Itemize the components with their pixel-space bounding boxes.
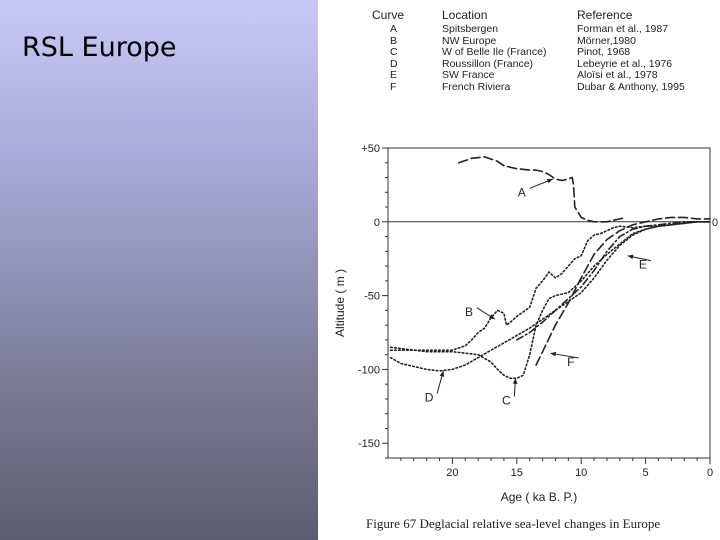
figure-caption: Figure 67 Deglacial relative sea-level changes in Europe bbox=[366, 516, 661, 531]
legend-reference: Lebeyrie et al., 1976 bbox=[577, 57, 673, 70]
annotation-label-c: C bbox=[502, 393, 511, 408]
annotation-label-e: E bbox=[638, 257, 647, 272]
annotation-label-a: A bbox=[517, 185, 526, 200]
legend-header-curve: Curve bbox=[372, 8, 405, 22]
x-tick-label: 15 bbox=[510, 467, 523, 479]
annotation-arrowhead-c bbox=[513, 378, 518, 384]
x-tick-label: 20 bbox=[446, 467, 459, 479]
legend-curve-id: C bbox=[390, 46, 398, 58]
series-line-c bbox=[391, 222, 710, 378]
slide-title: RSL Europe bbox=[22, 32, 177, 63]
annotation-label-b: B bbox=[465, 304, 474, 319]
y-tick-label: -150 bbox=[357, 438, 380, 451]
legend-curve-id: E bbox=[390, 69, 398, 81]
annotation-arrowhead-d bbox=[440, 371, 445, 377]
annotation-arrowhead-f bbox=[550, 352, 556, 357]
legend-row bbox=[372, 24, 712, 36]
x-tick-label: 5 bbox=[642, 467, 649, 479]
legend-location: French Riviera bbox=[442, 80, 511, 93]
sea-level-chart bbox=[318, 130, 720, 510]
series-line-a bbox=[459, 157, 627, 222]
y-tick-label: 0 bbox=[373, 216, 380, 229]
y-tick-label: -100 bbox=[357, 364, 380, 377]
legend-curve-id: A bbox=[390, 23, 398, 35]
legend-reference: Forman et al., 1987 bbox=[577, 23, 669, 35]
legend-table bbox=[372, 8, 712, 93]
legend-location: NW Europe bbox=[442, 34, 497, 47]
legend-location: SW France bbox=[442, 69, 495, 81]
slide-left-panel bbox=[0, 0, 318, 540]
legend-row bbox=[372, 59, 712, 71]
right-zero-label: 0 bbox=[712, 216, 719, 229]
legend-reference: Pinot, 1968 bbox=[577, 46, 631, 58]
legend-curve-id: F bbox=[390, 80, 397, 93]
legend-header-reference: Reference bbox=[577, 8, 633, 22]
y-tick-label: -50 bbox=[364, 290, 380, 303]
legend-header-row bbox=[372, 8, 712, 22]
x-tick-label: 0 bbox=[706, 467, 714, 479]
series-line-f bbox=[536, 217, 710, 365]
legend-reference: Aloïsi et al., 1978 bbox=[577, 69, 658, 81]
legend-row bbox=[372, 47, 712, 59]
series-line-b bbox=[391, 222, 710, 350]
y-axis-title: Altitude ( m ) bbox=[333, 268, 347, 338]
y-tick-label: +50 bbox=[361, 143, 380, 155]
legend-row bbox=[372, 70, 712, 82]
legend-header-location: Location bbox=[442, 8, 488, 22]
x-tick-label: 10 bbox=[575, 467, 588, 479]
legend-row bbox=[372, 82, 712, 94]
annotation-label-d: D bbox=[424, 390, 434, 405]
legend-location: Spitsbergen bbox=[442, 23, 499, 35]
annotation-label-f: F bbox=[567, 355, 575, 370]
annotation-arrowhead-a bbox=[547, 179, 553, 183]
series-line-e bbox=[517, 222, 710, 340]
legend-curve-id: B bbox=[390, 34, 398, 47]
legend-reference: Dubar & Anthony, 1995 bbox=[577, 80, 685, 93]
legend-location: Roussillon (France) bbox=[442, 57, 534, 70]
legend-location: W of Belle Ile (France) bbox=[442, 46, 547, 58]
plot-frame bbox=[388, 148, 710, 458]
series-line-d bbox=[391, 222, 710, 371]
annotation-arrowhead-e bbox=[628, 255, 634, 260]
legend-reference: Mörner,1980 bbox=[577, 34, 636, 47]
legend-curve-id: D bbox=[390, 57, 398, 70]
x-axis-title: Age ( ka B. P.) bbox=[500, 490, 578, 504]
